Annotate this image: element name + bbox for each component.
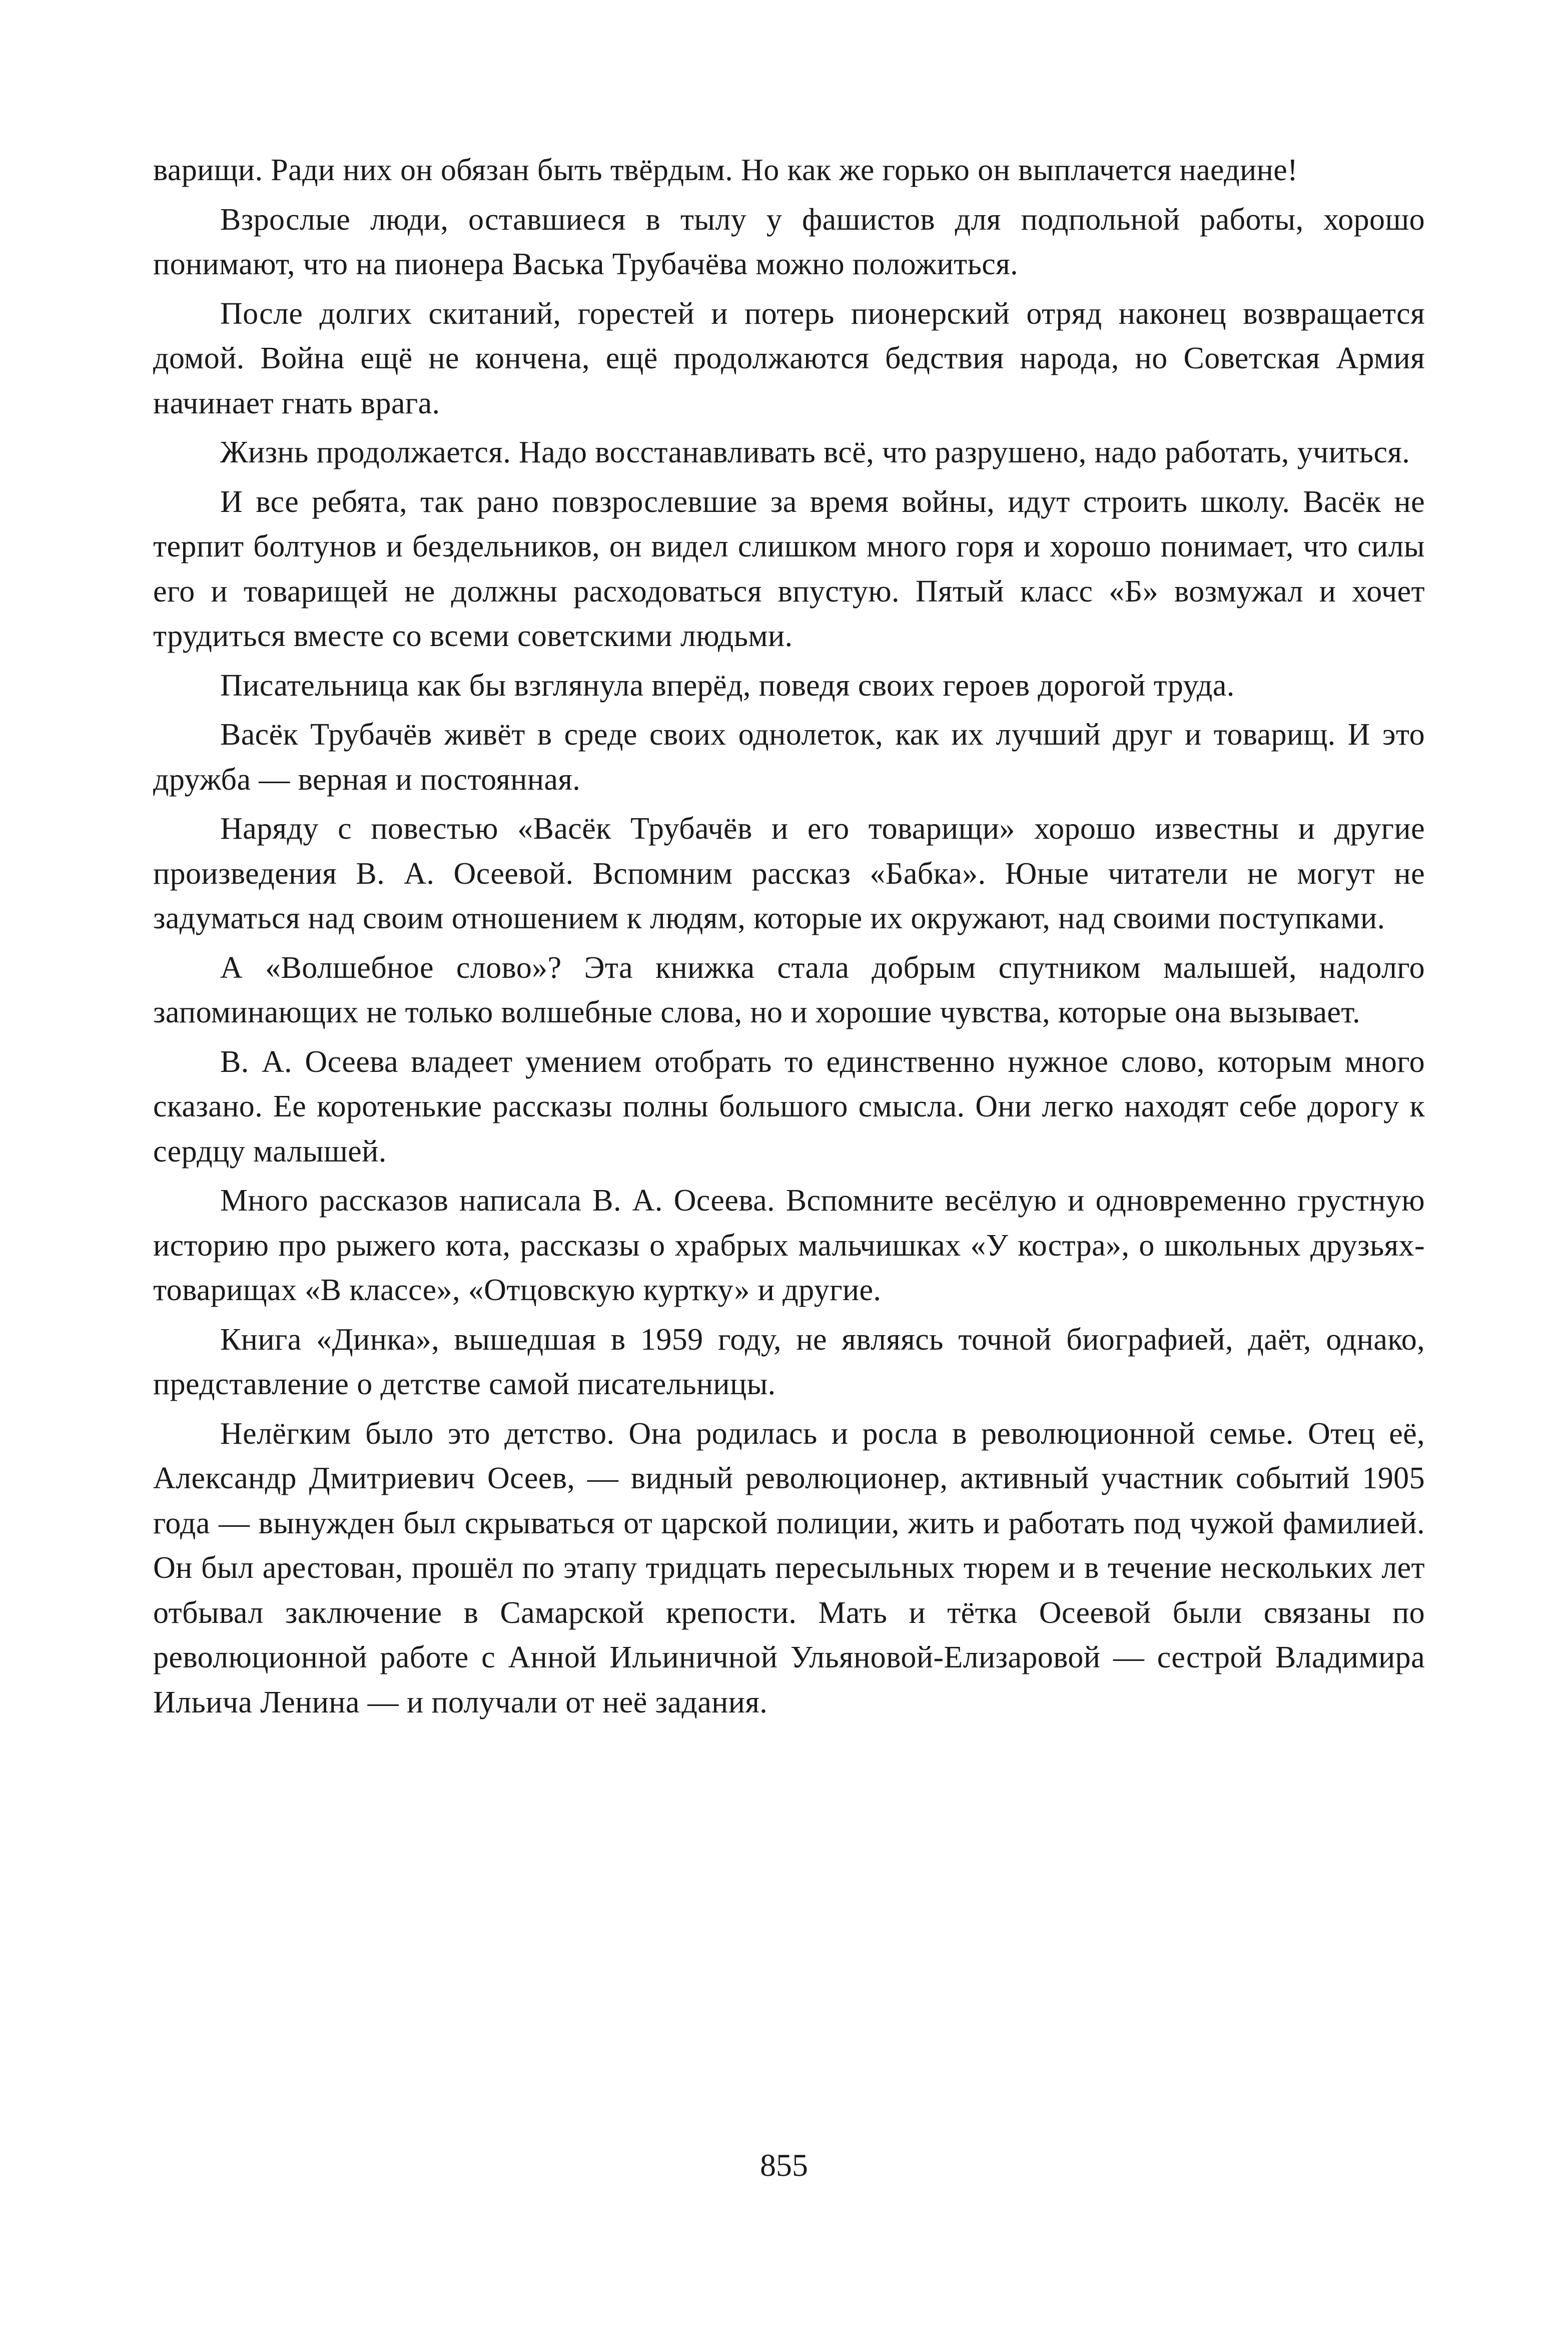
- paragraph-13: Нелёгким было это детство. Она родилась и росла в революционной семье. Отец её, Александр Дмитриевич Осеев, — видный революционер, активный участник событий 1905 года — вынужден был скрываться от царской полиции, жить и работать под чужой фамилией. Он был арестован, прошёл по этапу тридцать пересыльных тюрем и в течение нескольких лет отбывал заключение в Самарской крепости. Мать и тётка Осеевой были связаны по революционной работе с Анной Ильиничной Ульяновой-Елизаровой — сестрой Владимира Ильича Ленина — и получали от неё задания.: [153, 1416, 1425, 1719]
- paragraph-12: Книга «Динка», вышедшая в 1959 году, не являясь точной биографией, даёт, однако, представление о детстве самой писательницы.: [153, 1322, 1425, 1401]
- paragraph-2: Взрослые люди, оставшиеся в тылу у фашистов для подпольной работы, хорошо понимают, что на пионера Васька Трубачёва можно положиться.: [153, 202, 1425, 281]
- paragraph-5: И все ребята, так рано повзрослевшие за время войны, идут строить школу. Васёк не терпит болтунов и бездельников, он видел слишком много горя и хорошо понимает, что силы его и товарищей не должны расходоваться впустую. Пятый класс «Б» возмужал и хочет трудиться вместе со всеми советскими людьми.: [153, 484, 1425, 653]
- paragraph-9: А «Волшебное слово»? Эта книжка стала добрым спутником малышей, надолго запоминающих не только волшебные слова, но и хорошие чувства, которые она вызывает.: [153, 950, 1425, 1029]
- paragraph-4: Жизнь продолжается. Надо восстанавливать всё, что разрушено, надо работать, учиться.: [220, 435, 1410, 469]
- paragraph-8: Наряду с повестью «Васёк Трубачёв и его товарищи» хорошо известны и другие произведения В. А. Осеевой. Вспомним рассказ «Бабка». Юные читатели не могут не задуматься над своим отношением к людям, которые их окружают, над своими поступками.: [153, 812, 1425, 935]
- paragraph-10: В. А. Осеева владеет умением отобрать то единственно нужное слово, которым много сказано. Ее коротенькие рассказы полны большого смысла. Они легко находят себе дорогу к сердцу малышей.: [153, 1044, 1425, 1169]
- paragraph-3: После долгих скитаний, горестей и потерь пионерский отряд наконец возвращается домой. Война ещё не кончена, ещё продолжаются бедствия народа, но Советская Армия начинает гнать врага.: [153, 296, 1425, 420]
- page-number: 855: [760, 2147, 808, 2183]
- paragraph-1: варищи. Ради них он обязан быть твёрдым. Но как же горько он выплачется наедине!: [153, 153, 1298, 187]
- paragraph-7: Васёк Трубачёв живёт в среде своих однолеток, как их лучший друг и товарищ. И это дружба — верная и постоянная.: [153, 718, 1425, 797]
- paragraph-11: Много рассказов написала В. А. Осеева. Вспомните весёлую и одновременно грустную историю про рыжего кота, рассказы о храбрых мальчишках «У костра», о школьных друзьях-товарищах «В классе», «Отцовскую куртку» и другие.: [153, 1184, 1425, 1307]
- paragraph-6: Писательница как бы взглянула вперёд, поведя своих героев дорогой труда.: [220, 668, 1235, 703]
- body-text: [153, 148, 1425, 1729]
